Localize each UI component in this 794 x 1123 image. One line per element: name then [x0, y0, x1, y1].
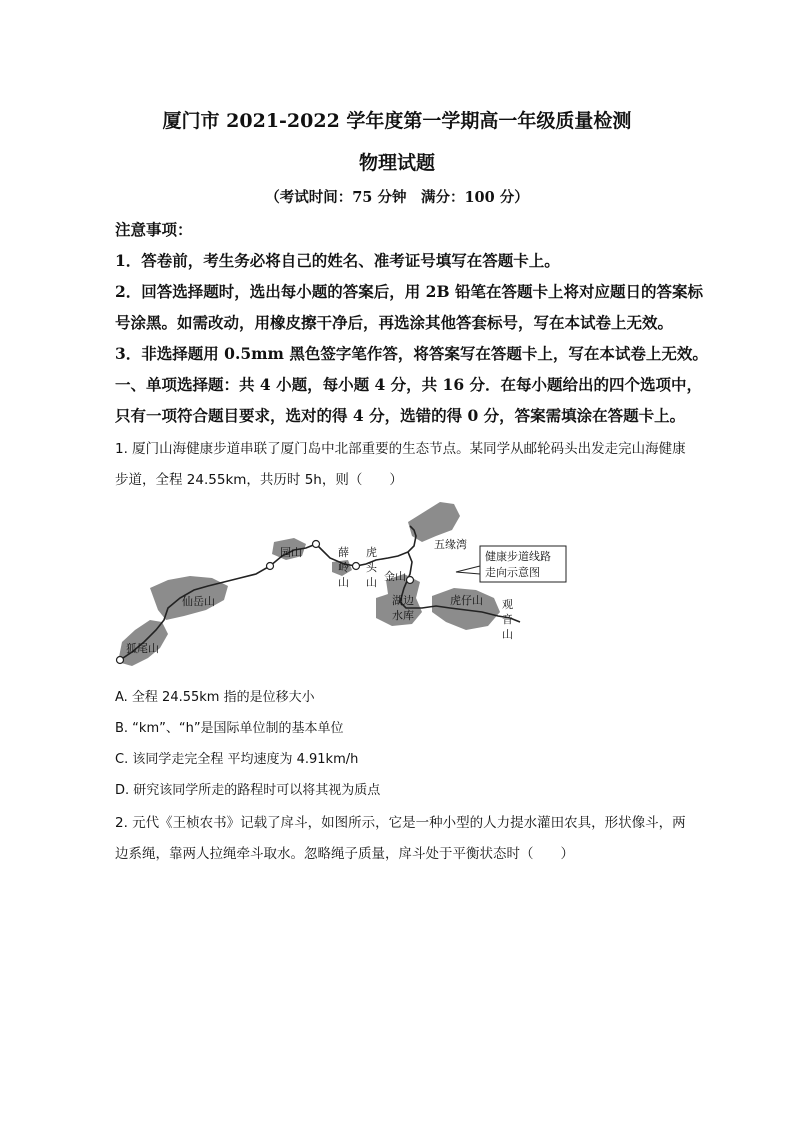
q1-stem: 1. 厦门山海健康步道串联了厦门岛中北部重要的生态节点。某同学从邮轮码头出发走完山海健康: [115, 441, 686, 457]
q1-stem-cont: 步道，全程 24.55km，共历时 5h，则（ ）: [115, 472, 403, 488]
label-shan2: 山: [366, 576, 377, 589]
legend-line-2: 走向示意图: [485, 566, 540, 579]
section-heading: 一、单项选择题：共 4 小题，每小题 4 分，共 16 分．在每小题给出的四个选项中，: [115, 375, 703, 394]
label-jinshan: 金山: [384, 570, 406, 583]
q1-option-b: B. “km”、“h”是国际单位制的基本单位: [115, 721, 344, 736]
note-item-2: 2．回答选择题时，选出每小题的答案后，用 2B 铅笔在答题卡上将对应题日的答案标: [115, 282, 703, 301]
label-xianyueshan: 仙岳山: [182, 595, 215, 608]
q2-stem-cont: 边系绳，靠两人拉绳牵斗取水。忽略绳子质量，戽斗处于平衡状态时（ ）: [115, 846, 574, 862]
label-huzaishan: 虎仔山: [450, 594, 483, 607]
note-item-2-cont: 号涂黑。如需改动，用橡皮擦干净后，再选涂其他答套标号，写在本试卷上无效。: [115, 313, 674, 332]
label-ling: 岭: [338, 561, 349, 574]
note-item-1: 1．答卷前，考生务必将自己的姓名、准考证号填写在答题卡上。: [115, 251, 560, 270]
paper-subtitle: 物理试题: [358, 152, 435, 174]
node-jinshan: [407, 577, 414, 584]
label-wuyuanwan: 五缘湾: [434, 538, 467, 551]
paper-title: 厦门市 2021-2022 学年度第一学期高一年级质量检测: [162, 110, 632, 132]
q2-stem: 2. 元代《王桢农书》记载了戽斗，如图所示，它是一种小型的人力提水灌田农具，形状像斗，两: [115, 815, 686, 831]
q1-option-d: D. 研究该同学所走的路程时可以将其视为质点: [115, 783, 381, 798]
trail-map: [110, 492, 551, 677]
label-guan: 观: [502, 598, 513, 611]
node-xue: [353, 563, 360, 570]
notes-heading: 注意事项：: [115, 220, 193, 239]
label-shuiku: 水库: [392, 609, 414, 622]
note-item-3: 3．非选择题用 0.5mm 黑色签字笔作答，将答案写在答题卡上，写在本试卷上无效。: [115, 344, 708, 363]
label-huweishan: 狐尾山: [126, 642, 159, 655]
label-shan1: 山: [338, 576, 349, 589]
label-tou: 头: [366, 561, 377, 574]
label-yin: 音: [502, 613, 513, 626]
q1-option-c: C. 该同学走完全程 平均速度为 4.91km/h: [115, 752, 359, 767]
label-hu: 虎: [366, 546, 377, 559]
node-start: [117, 657, 124, 664]
label-shan3: 山: [502, 628, 513, 641]
exam-info: （考试时间：75 分钟 满分：100 分）: [265, 189, 529, 206]
node-yuanshan: [267, 563, 274, 570]
label-xue: 薛: [338, 546, 349, 559]
label-hubian: 湖边: [392, 594, 414, 607]
legend-line-1: 健康步道线路: [485, 550, 551, 563]
q1-option-a: A. 全程 24.55km 指的是位移大小: [115, 690, 315, 705]
legend-pointer: [456, 566, 480, 574]
label-yuanshan: 园山: [280, 546, 302, 559]
section-heading-cont: 只有一项符合题目要求，选对的得 4 分，选错的得 0 分，答案需填涂在答题卡上。: [115, 406, 686, 425]
node-junction: [313, 541, 320, 548]
